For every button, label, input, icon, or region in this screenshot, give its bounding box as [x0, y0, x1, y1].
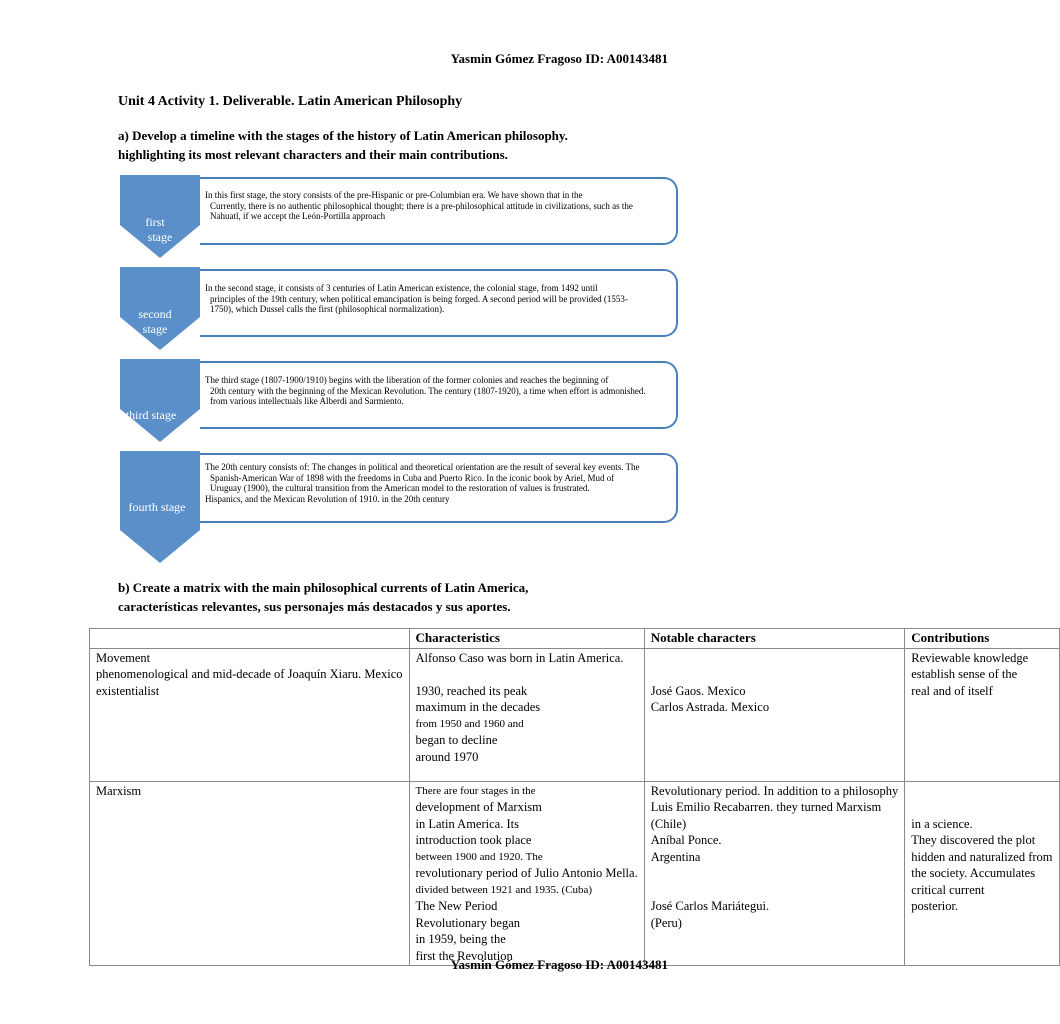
- cell-line: There are four stages in the: [415, 784, 536, 797]
- table-cell-characters: [644, 648, 905, 781]
- table-cell-contributions: [905, 648, 1059, 781]
- stage-label-third: [118, 408, 184, 423]
- stage-label-first: [122, 215, 188, 245]
- cell-line: Argentina: [650, 849, 701, 864]
- cell-line: in 1959, being the: [415, 932, 506, 946]
- question-a-line: highlighting its most relevant characters and their main contributions.: [118, 147, 508, 162]
- stage-text-line: Nahuatl, if we accept the León-Portilla approach: [210, 211, 386, 221]
- cell-line: from 1950 and 1960 and: [415, 717, 524, 730]
- table-cell-movement: [90, 781, 410, 966]
- cell-line: in Latin America. Its: [415, 816, 519, 831]
- chevron-third: [120, 359, 200, 442]
- table-cell-movement: [90, 648, 410, 781]
- cell-line: first the Revolution: [415, 948, 513, 963]
- cell-line: Luis Emilio Recabarren. they turned Marxism: [650, 800, 882, 814]
- question-b: [118, 578, 528, 616]
- stage-text-line: from various intellectuals like Alberdi and Sarmiento.: [210, 396, 404, 406]
- table-cell-characters: [644, 781, 905, 966]
- cell-line: phenomenological and mid-decade of Joaquín Xiaru. Mexico: [96, 667, 403, 681]
- stage-label-line: stage: [142, 322, 168, 336]
- cell-line: the society. Accumulates: [911, 866, 1036, 880]
- table-row: [90, 648, 1060, 781]
- question-b-line: b) Create a matrix with the main philosophical currents of Latin America,: [118, 580, 529, 595]
- stage-text-line: 1750), which Dussel calls the first (philosophical normalization).: [210, 304, 445, 314]
- stage-label-line: third stage: [125, 408, 177, 422]
- stage-label-second: [122, 307, 188, 337]
- table-cell-characteristics: [409, 781, 644, 966]
- stage-label-line: first: [145, 215, 165, 229]
- cell-line: Aníbal Ponce.: [650, 833, 722, 847]
- cell-line: 1930, reached its peak: [415, 683, 528, 698]
- stage-label-fourth: [122, 500, 192, 515]
- table-header: Contributions: [905, 629, 1059, 649]
- cell-line: around 1970: [415, 749, 479, 764]
- cell-line: maximum in the decades: [415, 700, 541, 714]
- cell-line: hidden and naturalized from: [911, 849, 1053, 864]
- question-b-line: características relevantes, sus personajes más destacados y sus aportes.: [118, 599, 511, 614]
- cell-line: Revolutionary period. In addition to a philosophy: [650, 783, 899, 798]
- cell-line: Movement: [96, 650, 151, 665]
- cell-line: (Chile): [650, 816, 687, 831]
- table-header: Notable characters: [644, 629, 905, 649]
- cell-line: establish sense of the: [911, 667, 1018, 681]
- cell-line: [651, 666, 899, 683]
- table-cell-characteristics: [409, 648, 644, 781]
- cell-line: between 1900 and 1920. The: [415, 850, 543, 863]
- stage-label-line: second: [138, 307, 172, 321]
- cell-line: existentialist: [96, 683, 160, 698]
- stage-text-line: The third stage (1807-1900/1910) begins with the liberation of the former colonies and reaches the beginning of: [205, 375, 609, 385]
- table-row: [90, 781, 1060, 966]
- stage-label-line: fourth stage: [128, 500, 186, 514]
- stage-text-line: Uruguay (1900), the cultural transition from the American model to the restoration of values is frustrated.: [210, 483, 590, 493]
- cell-line: posterior.: [911, 899, 959, 913]
- cell-line: [651, 865, 899, 882]
- cell-line: [911, 783, 1052, 800]
- cell-line: [911, 799, 1052, 816]
- cell-line: began to decline: [415, 733, 498, 747]
- cell-line: (Peru): [650, 915, 682, 930]
- table-header-row: [90, 629, 1060, 649]
- stage-text-fourth: [205, 462, 695, 504]
- stage-text-line: Spanish-American War of 1898 with the freedoms in Cuba and Puerto Rico. In the iconic book by Ariel, Mud of: [210, 472, 615, 483]
- cell-line: [651, 650, 899, 667]
- cell-line: introduction took place: [415, 833, 532, 847]
- cell-line: Revolutionary began: [415, 915, 521, 930]
- table-header: Characteristics: [409, 629, 644, 649]
- header-author: Yasmin Gómez Fragoso ID: A00143481: [450, 51, 668, 66]
- table-cell-contributions: [905, 781, 1059, 966]
- cell-line: Carlos Astrada. Mexico: [650, 700, 770, 714]
- stage-text-line: principles of the 19th century, when political emancipation is being forged. A second period will be provided (1553-: [210, 293, 628, 304]
- cell-line: in a science.: [911, 816, 973, 831]
- cell-line: Marxism: [96, 783, 142, 798]
- stage-text-line: 20th century with the beginning of the Mexican Revolution. The century (1807-1920), a time when effort is admonished.: [210, 385, 646, 396]
- stage-text-line: In the second stage, it consists of 3 centuries of Latin American existence, the colonial stage, from 1492 until: [205, 283, 598, 293]
- question-a-line: a) Develop a timeline with the stages of the history of Latin American philosophy.: [118, 128, 568, 143]
- stage-text-third: [205, 375, 695, 407]
- stage-text-second: [205, 283, 695, 315]
- cell-line: critical current: [911, 882, 985, 897]
- cell-line: They discovered the plot: [911, 833, 1036, 847]
- cell-line: [651, 882, 899, 899]
- stage-text-line: Hispanics, and the Mexican Revolution of 1910. in the 20th century: [205, 493, 450, 504]
- stage-label-line: stage: [147, 230, 173, 244]
- stage-text-line: The 20th century consists of: The changes in political and theoretical orientation are the result of several key events. The: [205, 462, 640, 472]
- cell-line: real and of itself: [911, 683, 993, 698]
- stage-text-line: In this first stage, the story consists of the pre-Hispanic or pre-Columbian era. We have shown that in the: [205, 190, 583, 200]
- page-title: Unit 4 Activity 1. Deliverable. Latin American Philosophy: [118, 94, 463, 109]
- cell-line: development of Marxism: [415, 800, 542, 814]
- cell-line: José Carlos Mariátegui.: [650, 899, 770, 913]
- cell-line: Reviewable knowledge: [911, 650, 1029, 665]
- cell-line: divided between 1921 and 1935. (Cuba): [415, 883, 593, 896]
- cell-line: José Gaos. Mexico: [650, 683, 746, 698]
- cell-line: revolutionary period of Julio Antonio Mella.: [415, 866, 638, 880]
- cell-line: The New Period: [415, 899, 498, 913]
- cell-line: [416, 666, 638, 683]
- cell-line: Alfonso Caso was born in Latin America.: [415, 650, 624, 665]
- table-header: [90, 629, 410, 649]
- philosophy-matrix: [89, 628, 1060, 966]
- stage-text-line: Currently, there is no authentic philosophical thought; there is a pre-philosophical attitude in civilizations, such as the: [210, 200, 633, 211]
- footer-author: Yasmin Gómez Fragoso ID: A00143481: [450, 957, 668, 972]
- stage-text-first: [205, 190, 695, 222]
